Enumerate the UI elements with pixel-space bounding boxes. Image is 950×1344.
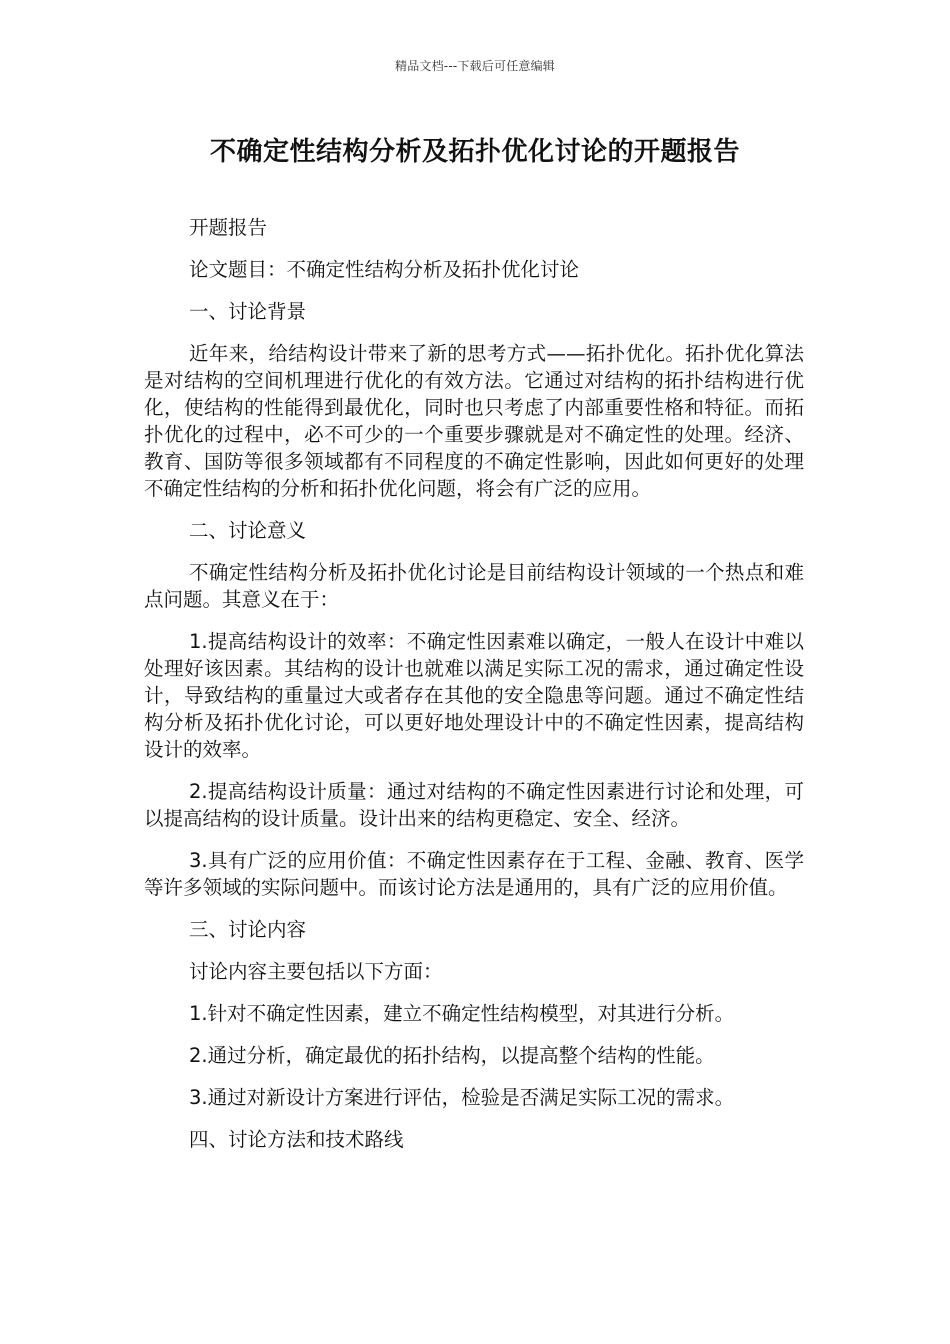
significance-item-2: 2.提高结构设计质量：通过对结构的不确定性因素进行讨论和处理，可以提高结构的设计质量。设计出来的结构更稳定、安全、经济。 [144, 780, 804, 830]
significance-item-3: 3.具有广泛的应用价值：不确定性因素存在于工程、金融、教育、医学等许多领域的实际问题中。而该讨论方法是通用的，具有广泛的应用价值。 [144, 849, 804, 899]
significance-intro: 不确定性结构分析及拓扑优化讨论是目前结构设计领域的一个热点和难点问题。其意义在于： [144, 561, 804, 611]
header-note: 精品文档---下载后可任意编辑 [395, 59, 555, 73]
thesis-title-line: 论文题目：不确定性结构分析及拓扑优化讨论 [189, 258, 580, 281]
content-item-2: 2.通过分析，确定最优的拓扑结构，以提高整个结构的性能。 [189, 1044, 715, 1067]
significance-item-1: 1.提高结构设计的效率：不确定性因素难以确定，一般人在设计中难以处理好该因素。其结构的设计也就难以满足实际工况的需求，通过确定性设计，导致结构的重量过大或者存在其他的安全隐患等问题。通过不确定性结构分析及拓扑优化讨论，可以更好地处理设计中的不确定性因素，提高结构设计的效率。 [144, 630, 804, 761]
section-heading-content: 三、讨论内容 [189, 918, 307, 941]
report-label: 开题报告 [189, 216, 268, 239]
document-body [144, 214, 804, 1168]
document-title: 不确定性结构分析及拓扑优化讨论的开题报告 [209, 137, 740, 167]
section-heading-background: 一、讨论背景 [189, 300, 307, 323]
content-item-3: 3.通过对新设计方案进行评估，检验是否满足实际工况的需求。 [189, 1086, 735, 1109]
content-item-1: 1.针对不确定性因素，建立不确定性结构模型，对其进行分析。 [189, 1002, 735, 1025]
content-intro: 讨论内容主要包括以下方面： [189, 960, 443, 983]
section-heading-significance: 二、讨论意义 [189, 519, 307, 542]
background-paragraph: 近年来，给结构设计带来了新的思考方式——拓扑优化。拓扑优化算法是对结构的空间机理进行优化的有效方法。它通过对结构的拓扑结构进行优化，使结构的性能得到最优化，同时也只考虑了内部重要性格和特征。而拓扑优化的过程中，必不可少的一个重要步骤就是对不确定性的处理。经济、教育、国防等很多领域都有不同程度的不确定性影响，因此如何更好的处理不确定性结构的分析和拓扑优化问题，将会有广泛的应用。 [144, 342, 804, 500]
section-heading-methods: 四、讨论方法和技术路线 [189, 1128, 404, 1151]
